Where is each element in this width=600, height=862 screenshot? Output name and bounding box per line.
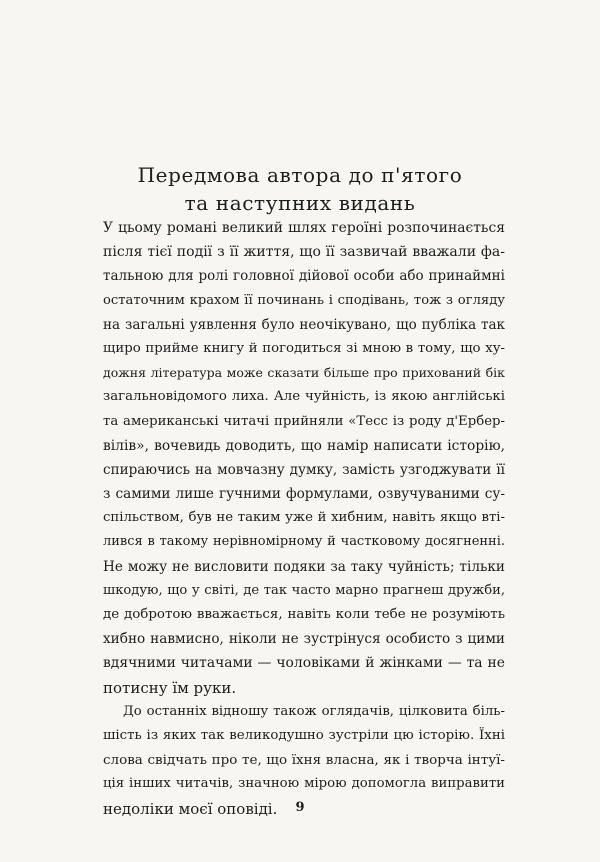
text-line: вдячними читачами — чоловіками й жінками — та не <box>103 655 505 672</box>
text-line: шість із яких так великодушно зустріли цю історію. Їхні <box>103 727 505 743</box>
text-line: загальновідомого лиха. Але чуйність, із якою англійські <box>103 389 505 405</box>
text-line: тальною для ролі головної дійової особи або принаймні <box>103 268 505 285</box>
text-line: дожня література може сказати більше про прихований бік <box>103 365 505 381</box>
text-line: ція інших читачів, значною мірою допомогла виправити <box>103 776 505 792</box>
text-line: остаточним крахом її починань і сподівань, тож з огляду <box>103 292 505 308</box>
paragraph-1 <box>103 216 505 700</box>
text-line: недоліки моєї оповіді. <box>103 799 278 818</box>
text-line: спільством, був не таким уже й хибним, навіть якщо вті- <box>103 510 505 526</box>
text-line: з самими лише гучними формулами, озвучуваними су- <box>103 486 505 503</box>
text-line: потисну їм руки. <box>103 678 237 697</box>
title-line-1: Передмова автора до п'ятого <box>137 163 463 188</box>
text-line: шкодую, що у світі, де так часто марно прагнеш дружби, <box>103 582 505 598</box>
text-line: У цьому романі великий шлях героїні розпочинається <box>103 220 505 236</box>
text-line: До останніх відношу також оглядачів, цілковита біль- <box>123 703 505 719</box>
text-line: Не можу не висловити подяки за таку чуйність; тільки <box>103 558 505 575</box>
text-line: лився в такому нерівномірному й частковому досягненні. <box>103 534 505 550</box>
text-line: щиро прийме книгу й погодиться зі мною в тому, що ху- <box>103 340 505 356</box>
text-line: хибно навмисно, ніколи не зустрінуся особисто з цими <box>103 631 505 648</box>
title-line-2: та наступних видань <box>184 191 416 216</box>
page-title <box>80 161 520 217</box>
text-line: після тієї події з її життя, що її зазвичай вважали фа- <box>103 244 505 261</box>
text-line: вілів», вочевидь доводить, що намір написати історію, <box>103 437 505 454</box>
text-line: слова свідчать про те, що їхня власна, як і творча інтуї- <box>103 752 505 769</box>
text-line: спираючись на мовчазну думку, замість узгоджувати її <box>103 461 505 478</box>
text-line: де добротою вважається, навіть коли тебе не розуміють <box>103 607 505 622</box>
page-number: 9 <box>295 800 305 815</box>
text-line: та американські читачі прийняли «Тесс із роду д'Ербер- <box>103 413 505 429</box>
body-text <box>103 216 505 821</box>
text-line: на загальні уявлення було неочікувано, що публіка так <box>103 316 505 333</box>
